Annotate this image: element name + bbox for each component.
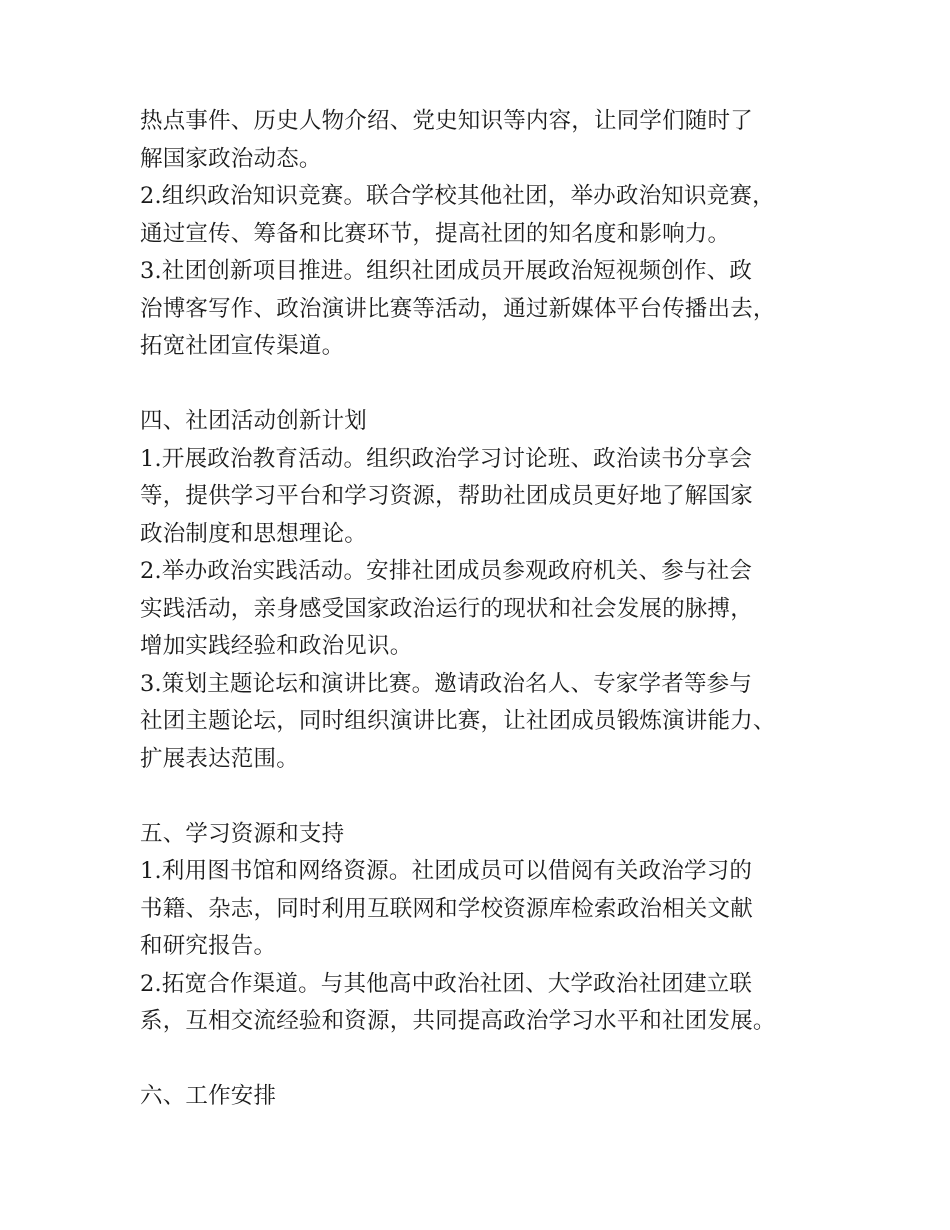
paragraph-line: 3.策划主题论坛和演讲比赛。邀请政治名人、专家学者等参与	[140, 670, 753, 697]
paragraph-line: 2.举办政治实践活动。安排社团成员参观政府机关、参与社会	[140, 558, 753, 584]
paragraph	[140, 966, 830, 1041]
paragraph-line: 通过宣传、筹备和比赛环节，提高社团的知名度和影响力。	[140, 220, 731, 247]
paragraph-line: 实践活动，亲身感受国家政治运行的现状和社会发展的脉搏，	[140, 595, 753, 622]
paragraph-line: 1.利用图书馆和网络资源。社团成员可以借阅有关政治学习的	[140, 858, 753, 884]
blank-line	[140, 1041, 830, 1079]
paragraph	[140, 853, 830, 966]
paragraph-line: 和研究报告。	[140, 933, 277, 959]
paragraph	[140, 666, 830, 779]
section-heading	[140, 1078, 830, 1116]
document-body	[140, 103, 830, 1116]
paragraph-line: 书籍、杂志，同时利用互联网和学校资源库检索政治相关文献	[140, 895, 753, 922]
document-page	[140, 103, 830, 1116]
paragraph	[140, 178, 830, 253]
heading-text: 五、学习资源和支持	[140, 820, 345, 847]
paragraph	[140, 441, 830, 554]
paragraph-line: 政治制度和思想理论。	[140, 520, 368, 547]
heading-text: 四、社团活动创新计划	[140, 408, 368, 434]
paragraph-line: 等，提供学习平台和学习资源，帮助社团成员更好地了解国家	[140, 483, 753, 509]
paragraph-line: 拓宽社团宣传渠道。	[140, 333, 345, 359]
paragraph	[140, 103, 830, 178]
blank-line	[140, 778, 830, 816]
heading-text: 六、工作安排	[140, 1083, 277, 1109]
blank-line	[140, 366, 830, 404]
paragraph-line: 3.社团创新项目推进。组织社团成员开展政治短视频创作、政	[140, 258, 753, 284]
paragraph	[140, 553, 830, 666]
paragraph-line: 社团主题论坛，同时组织演讲比赛，让社团成员锻炼演讲能力、	[140, 708, 776, 734]
paragraph-line: 解国家政治动态。	[140, 145, 322, 172]
section-heading	[140, 816, 830, 854]
paragraph-line: 1.开展政治教育活动。组织政治学习讨论班、政治读书分享会	[140, 445, 753, 472]
paragraph-line: 系，互相交流经验和资源，共同提高政治学习水平和社团发展。	[140, 1008, 776, 1034]
section-heading	[140, 403, 830, 441]
paragraph-line: 2.拓宽合作渠道。与其他高中政治社团、大学政治社团建立联	[140, 970, 753, 997]
paragraph-line: 扩展表达范围。	[140, 745, 299, 772]
paragraph	[140, 253, 830, 366]
paragraph-line: 治博客写作、政治演讲比赛等活动，通过新媒体平台传播出去，	[140, 295, 776, 322]
paragraph-line: 热点事件、历史人物介绍、党史知识等内容，让同学们随时了	[140, 108, 753, 134]
paragraph-line: 增加实践经验和政治见识。	[140, 633, 413, 659]
paragraph-line: 2.组织政治知识竞赛。联合学校其他社团，举办政治知识竞赛，	[140, 183, 775, 209]
